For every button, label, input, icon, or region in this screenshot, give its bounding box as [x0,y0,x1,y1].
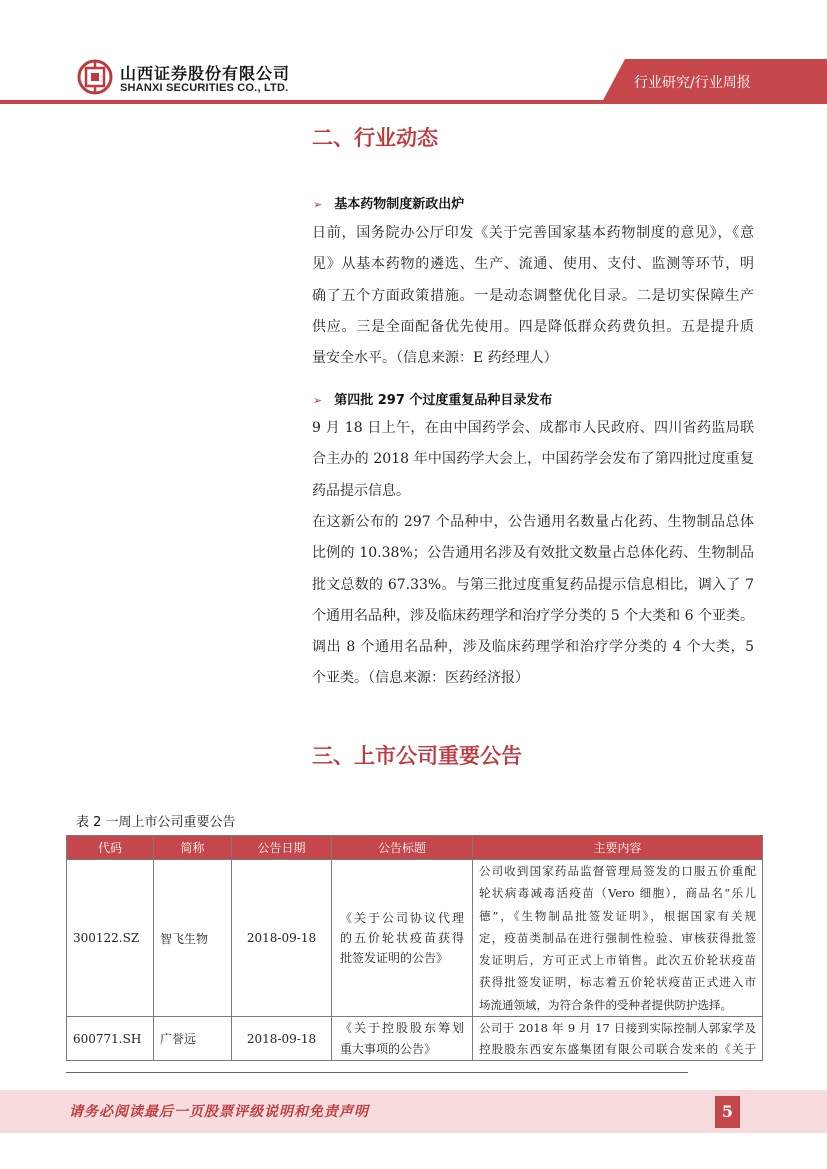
cell-line: 场流通领域，为符合条件的受种者提供防护选择。 [479,997,732,1012]
text-line: 药品提示信息。 [312,482,410,499]
news-heading-essential-drugs [313,193,464,212]
section-title-company-announcements: 三、上市公司重要公告 [312,744,522,768]
cell-code: 300122.SZ [67,860,154,1017]
text-line: 日前，国务院办公厅印发《关于完善国家基本药物制度的意见》，《意 [312,225,754,241]
text-line: 比例的 10.38%；公告通用名涉及有效批文数量占总体化药、生物制品 [312,545,754,562]
column-header: 代码 [67,836,154,860]
text-line: 9 月 18 日上午，在由中国药学会、成都市人民政府、四川省药监局联 [312,420,754,436]
page-number: 5 [715,1096,740,1128]
cell-line: 控股股东西安东盛集团有限公司联合发来的《关于 [479,1041,756,1056]
cell-name: 广誉远 [154,1017,232,1061]
table-row [67,1017,763,1061]
cell-line: 公司收到国家药品监督管理局签发的口服五价重配 [479,864,756,878]
section-title-industry-news: 二、行业动态 [312,126,438,150]
news-heading-text: 基本药物制度新政出炉 [334,197,465,212]
page-header [0,0,827,110]
text-line: 在这新公布的 297 个品种中，公告通用名数量占化药、生物制品总体 [312,514,754,530]
disclaimer-notice: 请务必阅读最后一页股票评级说明和免责声明 [69,1104,369,1120]
cell-line: 发证明后，方可正式上市销售。此次五价轮状疫苗 [479,953,756,968]
column-header: 简称 [154,836,232,860]
cell-line: 的五价轮状疫苗获得 [340,930,464,945]
cell-line: 定，疫苗类制品在进行强制性检验、审核获得批签 [479,930,756,945]
shanxi-securities-logo-icon [77,59,113,95]
text-line: 批文总数的 67.33%。与第三批过度重复药品提示信息相比，调入了 7 [312,576,754,593]
cell-name: 智飞生物 [154,860,232,1017]
paragraph-duplicate-drugs-intro [312,413,754,507]
cell-line: 批签发证明的公告》 [340,951,449,966]
column-header: 公告标题 [332,836,473,860]
cell-content [473,1017,763,1061]
news-heading-text: 第四批 297 个过度重复品种目录发布 [334,393,553,408]
cell-line: 《关于公司协议代理 [340,910,464,925]
company-name-cn: 山西证券股份有限公司 [120,64,291,83]
cell-line: 重大事项的公告》 [340,1041,437,1056]
cell-line: 轮状病毒减毒活疫苗（Vero 细胞），商品名“乐儿 [479,886,756,901]
text-line: 调出 8 个通用名品种，涉及临床药理学和治疗学分类的 4 个大类，5 [312,639,754,656]
cell-content [473,860,763,1017]
cell-title [332,1017,473,1061]
cell-date: 2018-09-18 [232,860,332,1017]
footer-rule [66,1072,688,1073]
column-header: 主要内容 [473,836,763,860]
bullet-arrow-icon: ➢ [313,198,323,211]
cell-line: 《关于控股股东筹划 [340,1021,464,1036]
table-caption: 表 2 一周上市公司重要公告 [76,815,236,830]
table-header-row [67,836,763,860]
announcements-table [66,835,763,1061]
company-name-en: SHANXI SECURITIES CO., LTD. [120,82,289,94]
text-line: 确了五个方面政策措施。一是动态调整优化目录。二是切实保障生产 [312,287,754,304]
cell-line: 德”，《生物制品批签发证明》，根据国家有关规 [479,908,756,923]
column-header: 公告日期 [232,836,332,860]
cell-date: 2018-09-18 [232,1017,332,1061]
text-line: 量安全水平。（信息来源：E 药经理人） [312,350,558,367]
report-category: 行业研究/行业周报 [634,75,751,91]
paragraph-essential-drugs [312,218,754,374]
header-rule [0,100,827,104]
text-line: 个通用名品种，涉及临床药理学和治疗学分类的 5 个大类和 6 个亚类。 [312,607,754,624]
cell-title [332,860,473,1017]
cell-line: 获得批签发证明，标志着五价轮状疫苗正式进入市 [479,975,756,990]
bullet-arrow-icon: ➢ [313,394,323,407]
table-row [67,860,763,1017]
text-line: 见》从基本药物的遴选、生产、流通、使用、支付、监测等环节，明 [312,256,754,273]
news-heading-duplicate-drugs [313,389,552,408]
text-line: 合主办的 2018 年中国药学大会上，中国药学会发布了第四批过度重复 [312,451,754,468]
text-line: 个亚类。（信息来源：医药经济报） [312,670,529,687]
cell-code: 600771.SH [67,1017,154,1061]
cell-line: 公司于 2018 年 9 月 17 日接到实际控制人郭家学及 [479,1020,756,1035]
text-line: 供应。三是全面配备优先使用。四是降低群众药费负担。五是提升质 [312,318,754,335]
paragraph-duplicate-drugs-detail [312,507,754,695]
